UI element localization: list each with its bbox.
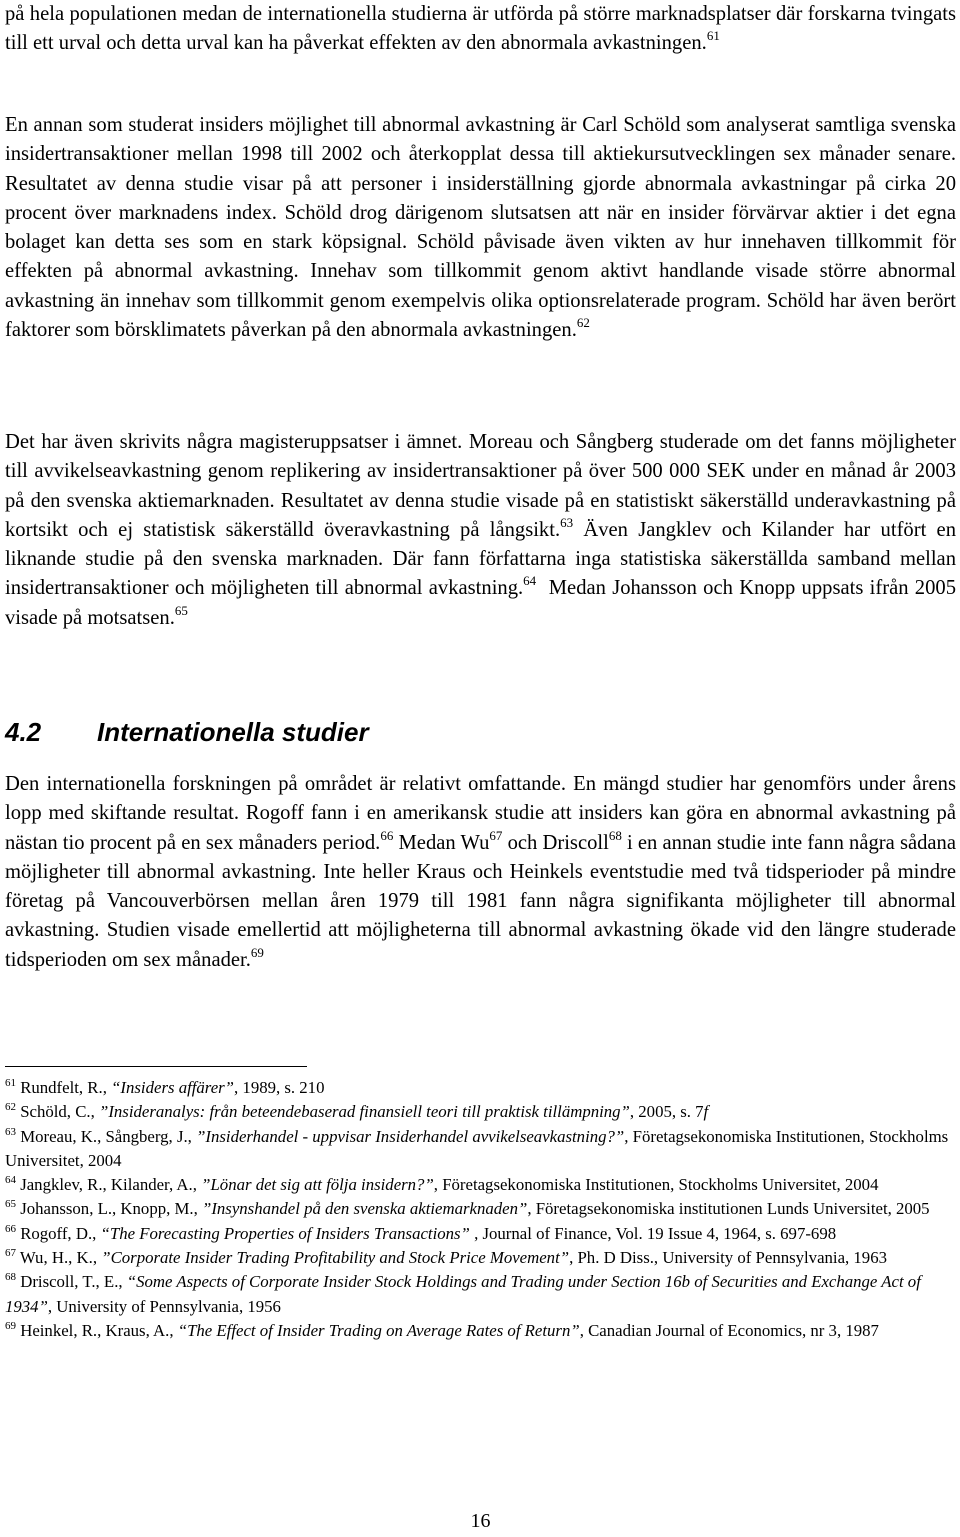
body-paragraph-3: Det har även skrivits några magisteruppsatser i ämnet. Moreau och Sångberg studerade om det fanns möjligheter till avvikelseavkastning genom replikering av insidertransaktioner på över 500 000 SEK under en månad år 2003 på den svenska aktiemarknaden. Resultatet av denna studie visade på en statistiskt säkerställd underavkastning på kortsikt och ej statistisk säkerställd överavkastning på långsikt.$^{63}$ Även Jangklev och Kilander har utfört en liknande studie på den svenska marknaden. Där fann författarna inga statistiska säkerställda samband mellan insidertransaktioner och möjligheten till abnormal avkastning.$^{64}$ Medan Johansson och Knopp uppsats ifrån 2005 visade på motsatsen.$^{65}$ — [5, 431, 956, 629]
footnote-63: $^{63}$ Moreau, K., Sångberg, J., ”Insiderhandel - uppvisar Insiderhandel avvikelseavkastning?”, Företagsekonomiska Institutionen, Stockholms Universitet, 2004 — [5, 1125, 949, 1170]
body-paragraph-1: på hela populationen medan de internationella studierna är utförda på större marknadsplatser där forskarna tvingats till ett urval och detta urval kan ha påverkat effekten av den abnormala avkastningen.$^{61}$ — [5, 3, 956, 55]
section-title: Internationella studier — [97, 717, 369, 747]
section-number: 4.2 — [5, 717, 42, 747]
footnote-66: $^{66}$ Rogoff, D., “The Forecasting Properties of Insiders Transactions” , Journal of Finance, Vol. 19 Issue 4, 1964, s. 697-698 — [5, 1222, 837, 1243]
footnote-61: $^{61}$ Rundfelt, R., “Insiders affärer”, 1989, s. 210 — [5, 1077, 325, 1097]
footnote-64: $^{64}$ Jangklev, R., Kilander, A., ”Lönar det sig att följa insidern?”, Företagsekonomiska Institutionen, Stockholms Universitet, 2004 — [5, 1174, 879, 1195]
footnote-65: $^{65}$ Johansson, L., Knopp, M., ”Insynshandel på den svenska aktiemarknaden”, Företagsekonomiska institutionen Lunds Universitet, 2005 — [5, 1198, 930, 1219]
section-heading — [5, 716, 369, 748]
body-paragraph-4: Den internationella forskningen på området är relativt omfattande. En mängd studier har genomförs under årens lopp med skiftande resultat. Rogoff fann i en amerikansk studie att insiders kan göra en abnormal avkastning på nästan tio procent på en sex månaders period.$^{66}$ Medan Wu$^{67}$ och Driscoll$^{68}$ i en annan studie inte fann några sådana möjligheter till abnormal avkastning. Inte heller Kraus och Heinkels eventstudie med två tidsperioder på mindre företag på Vancouverbörsen mellan åren 1979 till 1981 fann några signifikanta möjligheter till abnormal avkastning. Studien visade emellertid att möjligheterna till abnormal avkastning ökade vid den längre studerade tidsperioden om sex månader.$^{69}$ — [5, 773, 956, 971]
footnote-62: $^{62}$ Schöld, C., ”Insideranalys: från beteendebaserad finansiell teori till praktisk tillämpning”, 2005, s. 7f — [5, 1101, 709, 1122]
footnote-68: $^{68}$ Driscoll, T., E., “Some Aspects of Corporate Insider Stock Holdings and Trading under Section 16b of Securities and Exchange Act of 1934”, University of Pennsylvania, 1956 — [5, 1271, 921, 1316]
footnote-67: $^{67}$ Wu, H., K., ”Corporate Insider Trading Profitability and Stock Price Movement”, Ph. D Diss., University of Pennsylvania, 1963 — [5, 1247, 887, 1268]
footnote-69: $^{69}$ Heinkel, R., Kraus, A., “The Effect of Insider Trading on Average Rates of Return”, Canadian Journal of Economics, nr 3, 1987 — [5, 1319, 879, 1340]
footnotes — [5, 1076, 956, 1343]
page-number: 16 — [470, 1510, 491, 1532]
body-paragraph-2: En annan som studerat insiders möjlighet till abnormal avkastning är Carl Schöld som analyserat samtliga svenska insidertransaktioner mellan 1998 till 2002 och återkopplat dessa till aktiekursutvecklingen sex månader senare. Resultatet av denna studie visar på att personer i insiderställning gjorde abnormala avkastningar på cirka 20 procent över marknadens index. Schöld drog därigenom slutsatsen att när en insider förvärvar aktier i det egna bolaget kan detta ses som en stark köpsignal. Schöld påvisade även vikten av hur innehaven tillkommit för effekten på abnormal avkastning. Innehav som tillkommit genom aktivt handlande visade större abnormal avkastning än innehav som tillkommit genom exempelvis olika optionsrelaterade program. Schöld har även berört faktorer som börsklimatets påverkan på den abnormala avkastningen.$^{62}$ — [5, 114, 956, 342]
footnote-separator — [5, 1066, 307, 1067]
